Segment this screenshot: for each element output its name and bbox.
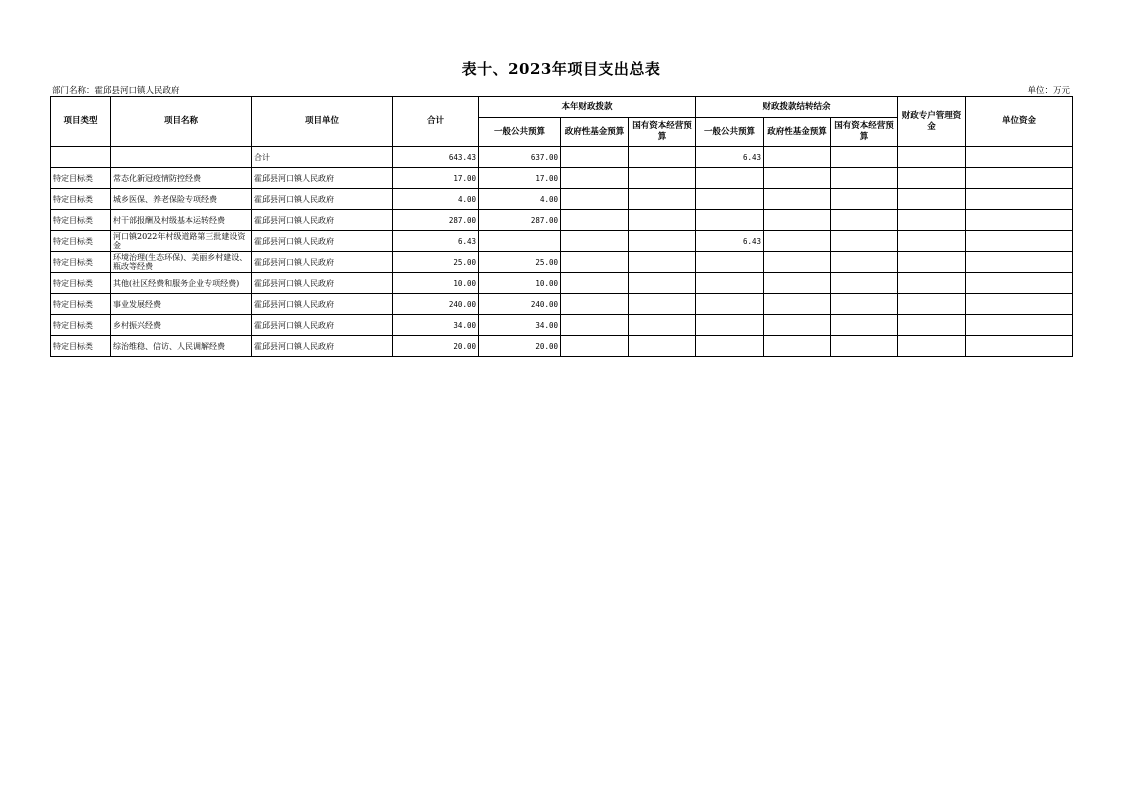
table-row <box>51 231 1073 252</box>
cell-co-state-capital-budget <box>831 315 898 336</box>
cell-unit-fund <box>966 252 1073 273</box>
cell-co-gov-fund-budget <box>764 336 831 357</box>
unit-label: 单位：万元 <box>1027 86 1070 96</box>
cell-project-unit: 霍邱县河口镇人民政府 <box>252 315 393 336</box>
cell-project-name: 事业发展经费 <box>111 294 252 315</box>
cell-special-mgmt-fund <box>898 168 966 189</box>
header-special-mgmt-fund: 财政专户管理资金 <box>898 97 966 147</box>
cell-co-state-capital-budget <box>831 189 898 210</box>
cell-co-general-budget <box>696 168 764 189</box>
cell-unit-fund <box>966 168 1073 189</box>
table-row <box>51 294 1073 315</box>
cell-cy-general-budget: 10.00 <box>479 273 561 294</box>
cell-co-general-budget <box>696 252 764 273</box>
cell-co-general-budget <box>696 210 764 231</box>
cell-cy-general-budget: 637.00 <box>479 147 561 168</box>
cell-special-mgmt-fund <box>898 315 966 336</box>
page-title: 表十、2023年项目支出总表 <box>461 60 661 78</box>
cell-co-gov-fund-budget <box>764 189 831 210</box>
cell-special-mgmt-fund <box>898 210 966 231</box>
cell-unit-fund <box>966 147 1073 168</box>
table-row <box>51 147 1073 168</box>
cell-project-unit: 霍邱县河口镇人民政府 <box>252 273 393 294</box>
cell-co-gov-fund-budget <box>764 252 831 273</box>
cell-unit-fund <box>966 273 1073 294</box>
header-co-gov-fund-budget: 政府性基金预算 <box>764 118 831 147</box>
cell-project-unit: 霍邱县河口镇人民政府 <box>252 189 393 210</box>
cell-unit-fund <box>966 231 1073 252</box>
header-cy-general-budget: 一般公共预算 <box>479 118 561 147</box>
header-current-year-group: 本年财政拨款 <box>479 97 696 118</box>
cell-cy-state-capital-budget <box>629 168 696 189</box>
cell-co-state-capital-budget <box>831 168 898 189</box>
header-co-state-capital-budget: 国有资本经营预算 <box>831 118 898 147</box>
cell-co-state-capital-budget <box>831 147 898 168</box>
cell-cy-gov-fund-budget <box>561 315 629 336</box>
table-row <box>51 336 1073 357</box>
cell-project-name: 村干部报酬及村级基本运转经费 <box>111 210 252 231</box>
header-cy-state-capital-budget: 国有资本经营预算 <box>629 118 696 147</box>
cell-project-type <box>51 147 111 168</box>
cell-cy-state-capital-budget <box>629 273 696 294</box>
cell-cy-state-capital-budget <box>629 147 696 168</box>
cell-project-unit: 霍邱县河口镇人民政府 <box>252 252 393 273</box>
department-label: 部门名称：霍邱县河口镇人民政府 <box>52 86 180 96</box>
cell-co-general-budget <box>696 189 764 210</box>
cell-unit-fund <box>966 210 1073 231</box>
cell-special-mgmt-fund <box>898 273 966 294</box>
header-project-name: 项目名称 <box>111 97 252 147</box>
table-row <box>51 273 1073 294</box>
table-body <box>51 147 1073 357</box>
cell-co-state-capital-budget <box>831 336 898 357</box>
cell-co-general-budget <box>696 294 764 315</box>
cell-cy-state-capital-budget <box>629 189 696 210</box>
cell-project-type: 特定目标类 <box>51 294 111 315</box>
cell-cy-general-budget: 25.00 <box>479 252 561 273</box>
cell-project-type: 特定目标类 <box>51 168 111 189</box>
cell-co-general-budget: 6.43 <box>696 231 764 252</box>
cell-special-mgmt-fund <box>898 189 966 210</box>
cell-project-unit: 霍邱县河口镇人民政府 <box>252 210 393 231</box>
cell-project-unit: 霍邱县河口镇人民政府 <box>252 294 393 315</box>
cell-co-state-capital-budget <box>831 210 898 231</box>
cell-unit-fund <box>966 294 1073 315</box>
cell-co-general-budget <box>696 336 764 357</box>
cell-project-name: 乡村振兴经费 <box>111 315 252 336</box>
cell-cy-gov-fund-budget <box>561 147 629 168</box>
cell-unit-fund <box>966 189 1073 210</box>
cell-total: 240.00 <box>393 294 479 315</box>
cell-cy-state-capital-budget <box>629 231 696 252</box>
cell-total: 4.00 <box>393 189 479 210</box>
cell-cy-general-budget: 34.00 <box>479 315 561 336</box>
cell-cy-state-capital-budget <box>629 336 696 357</box>
cell-co-general-budget <box>696 273 764 294</box>
cell-unit-fund <box>966 315 1073 336</box>
cell-co-gov-fund-budget <box>764 315 831 336</box>
cell-co-gov-fund-budget <box>764 210 831 231</box>
cell-project-unit: 合计 <box>252 147 393 168</box>
cell-cy-state-capital-budget <box>629 294 696 315</box>
cell-project-name: 河口镇2022年村级道路第三批建设资金 <box>111 231 252 252</box>
cell-project-type: 特定目标类 <box>51 189 111 210</box>
cell-project-name: 常态化新冠疫情防控经费 <box>111 168 252 189</box>
cell-total: 6.43 <box>393 231 479 252</box>
header-cy-gov-fund-budget: 政府性基金预算 <box>561 118 629 147</box>
cell-cy-gov-fund-budget <box>561 252 629 273</box>
table-row <box>51 252 1073 273</box>
cell-cy-gov-fund-budget <box>561 210 629 231</box>
cell-project-name: 综治维稳、信访、人民调解经费 <box>111 336 252 357</box>
cell-co-gov-fund-budget <box>764 294 831 315</box>
cell-cy-state-capital-budget <box>629 210 696 231</box>
cell-co-general-budget <box>696 315 764 336</box>
cell-co-gov-fund-budget <box>764 273 831 294</box>
cell-special-mgmt-fund <box>898 147 966 168</box>
cell-co-gov-fund-budget <box>764 231 831 252</box>
cell-project-type: 特定目标类 <box>51 273 111 294</box>
cell-cy-gov-fund-budget <box>561 273 629 294</box>
cell-project-type: 特定目标类 <box>51 210 111 231</box>
cell-co-gov-fund-budget <box>764 168 831 189</box>
project-expenditure-table <box>50 96 1073 357</box>
cell-co-state-capital-budget <box>831 273 898 294</box>
cell-project-name: 城乡医保、养老保险专项经费 <box>111 189 252 210</box>
cell-special-mgmt-fund <box>898 231 966 252</box>
cell-cy-gov-fund-budget <box>561 189 629 210</box>
cell-cy-general-budget: 20.00 <box>479 336 561 357</box>
table-row <box>51 315 1073 336</box>
cell-special-mgmt-fund <box>898 336 966 357</box>
header-total: 合计 <box>393 97 479 147</box>
cell-total: 20.00 <box>393 336 479 357</box>
table-row <box>51 210 1073 231</box>
cell-project-type: 特定目标类 <box>51 252 111 273</box>
cell-cy-gov-fund-budget <box>561 336 629 357</box>
cell-cy-state-capital-budget <box>629 252 696 273</box>
header-co-general-budget: 一般公共预算 <box>696 118 764 147</box>
cell-project-type: 特定目标类 <box>51 315 111 336</box>
cell-total: 25.00 <box>393 252 479 273</box>
table-row <box>51 168 1073 189</box>
cell-cy-state-capital-budget <box>629 315 696 336</box>
cell-co-general-budget: 6.43 <box>696 147 764 168</box>
cell-project-type: 特定目标类 <box>51 336 111 357</box>
cell-cy-general-budget <box>479 231 561 252</box>
cell-co-state-capital-budget <box>831 252 898 273</box>
cell-total: 643.43 <box>393 147 479 168</box>
header-carryover-group: 财政拨款结转结余 <box>696 97 898 118</box>
cell-project-unit: 霍邱县河口镇人民政府 <box>252 231 393 252</box>
cell-project-unit: 霍邱县河口镇人民政府 <box>252 168 393 189</box>
cell-total: 10.00 <box>393 273 479 294</box>
cell-total: 34.00 <box>393 315 479 336</box>
cell-project-type: 特定目标类 <box>51 231 111 252</box>
cell-cy-gov-fund-budget <box>561 231 629 252</box>
cell-cy-gov-fund-budget <box>561 168 629 189</box>
header-project-type: 项目类型 <box>51 97 111 147</box>
cell-special-mgmt-fund <box>898 294 966 315</box>
cell-co-state-capital-budget <box>831 231 898 252</box>
cell-cy-general-budget: 240.00 <box>479 294 561 315</box>
table-row <box>51 189 1073 210</box>
cell-unit-fund <box>966 336 1073 357</box>
cell-special-mgmt-fund <box>898 252 966 273</box>
cell-cy-general-budget: 4.00 <box>479 189 561 210</box>
cell-co-gov-fund-budget <box>764 147 831 168</box>
cell-project-name: 环境治理(生态环保)、美丽乡村建设、瓶改等经费 <box>111 252 252 273</box>
cell-project-name: 其他(社区经费和服务企业专项经费) <box>111 273 252 294</box>
cell-cy-gov-fund-budget <box>561 294 629 315</box>
cell-project-unit: 霍邱县河口镇人民政府 <box>252 336 393 357</box>
cell-cy-general-budget: 287.00 <box>479 210 561 231</box>
cell-co-state-capital-budget <box>831 294 898 315</box>
cell-cy-general-budget: 17.00 <box>479 168 561 189</box>
cell-project-name <box>111 147 252 168</box>
header-unit-fund: 单位资金 <box>966 97 1073 147</box>
cell-total: 287.00 <box>393 210 479 231</box>
header-project-unit: 项目单位 <box>252 97 393 147</box>
cell-total: 17.00 <box>393 168 479 189</box>
